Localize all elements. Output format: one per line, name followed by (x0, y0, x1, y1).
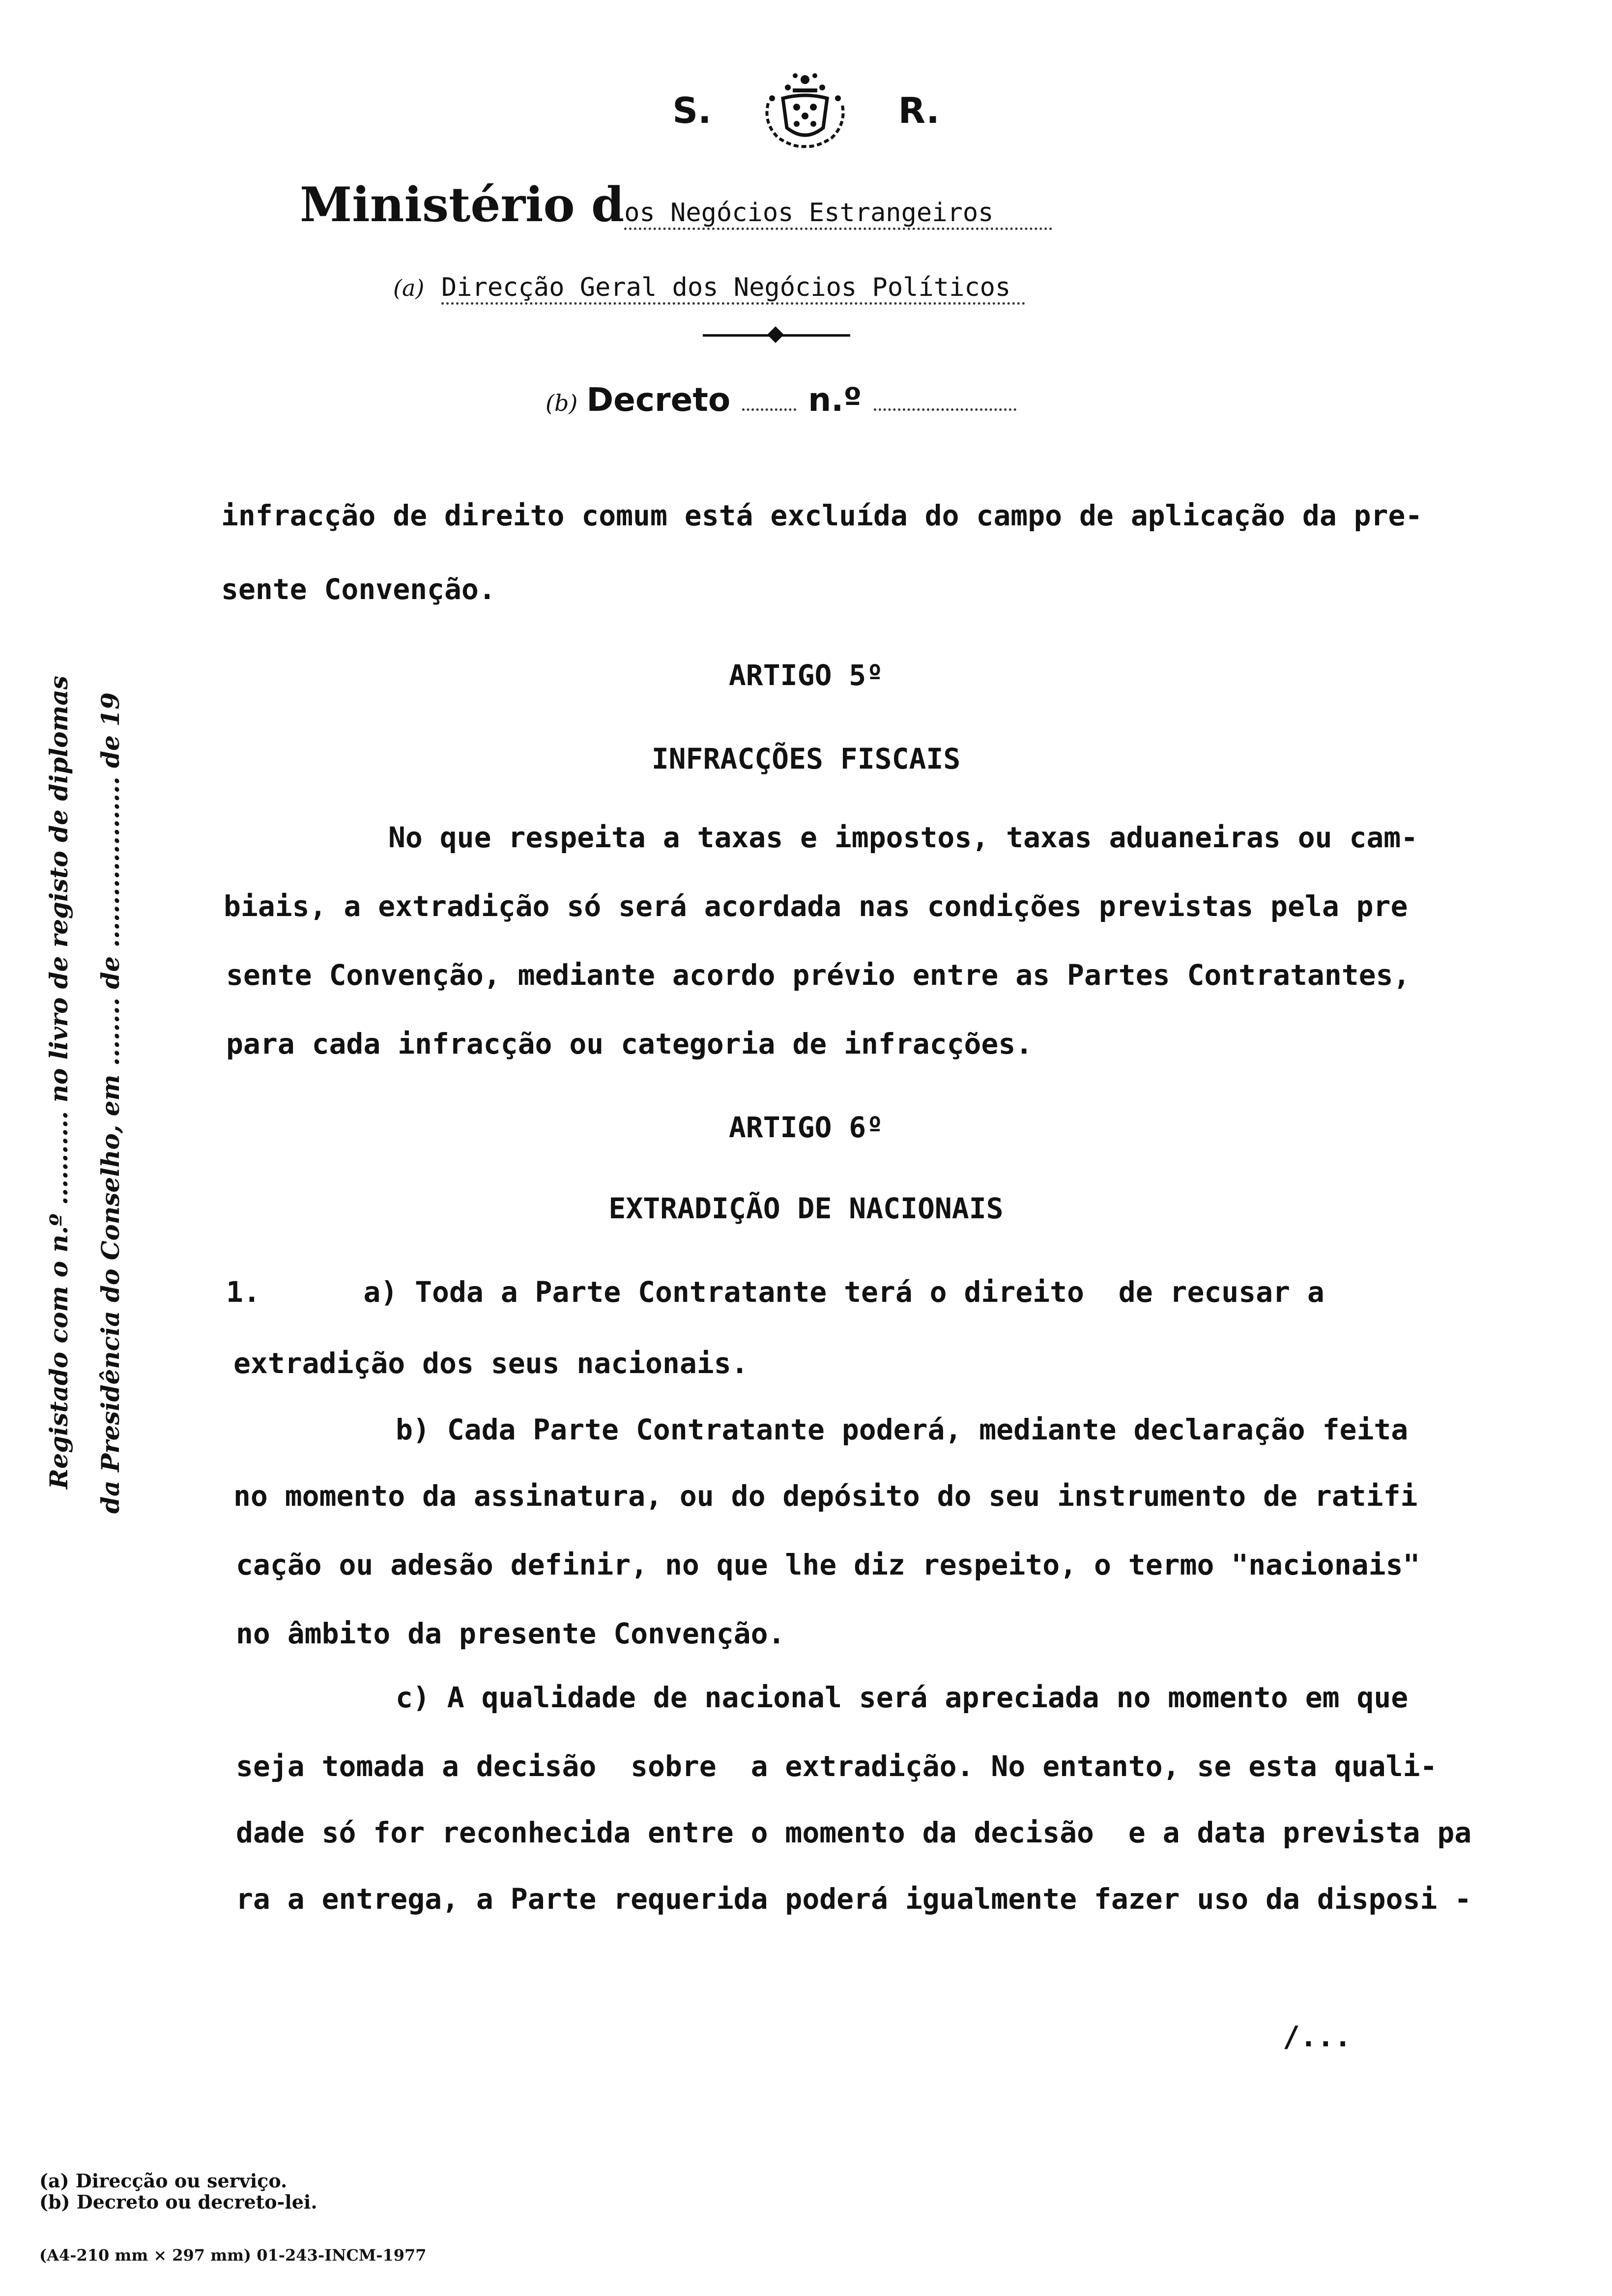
numero-label: n.º (808, 381, 862, 419)
article-5-title: ARTIGO 5º (728, 659, 884, 692)
direccao-line (393, 273, 1025, 302)
ministry-line (300, 177, 1052, 232)
direccao-name: Direcção Geral dos Negócios Políticos (441, 273, 1025, 305)
para-c-line-1: c) A qualidade de nacional será apreciada no momento em que (396, 1681, 1409, 1714)
para-c-line-2: seja tomada a decisão sobre a extradição. No entanto, se esta quali- (236, 1750, 1438, 1783)
s-letter: S. (672, 90, 712, 131)
decreto-line (546, 381, 1016, 419)
footnote-a: (a) Direcção ou serviço. (39, 2170, 288, 2192)
ministry-name: os Negócios Estrangeiros (624, 198, 1052, 230)
print-reference: (A4-210 mm × 297 mm) 01-243-INCM-1977 (39, 2246, 427, 2265)
para-b-line-1: b) Cada Parte Contratante poderá, mediante declaração feita (396, 1413, 1409, 1446)
art5-line-1: No que respeita a taxas e impostos, taxas aduaneiras ou cam- (388, 821, 1418, 854)
registration-line-2: da Presidência do Conselho, em ........ de .................... de 19 (96, 692, 125, 1514)
p1-line-1: infracção de direito comum está excluída do campo de aplicação da pre- (221, 499, 1423, 532)
art5-line-4: para cada infracção ou categoria de infracções. (226, 1027, 1033, 1061)
registration-line-1: Registado com o n.º ........... no livro de registo de diplomas (44, 675, 73, 1489)
r-letter: R. (898, 90, 940, 131)
art5-line-2: biais, a extradição só será acordada nas condições previstas pela pre (224, 890, 1408, 923)
numero-blank (874, 408, 1016, 411)
article-6-title: ARTIGO 6º (728, 1111, 884, 1144)
para-c-line-4: ra a entrega, a Parte requerida poderá igualmente fazer uso da disposi - (236, 1882, 1472, 1916)
coat-of-arms-icon (758, 69, 852, 152)
para-b-line-4: no âmbito da presente Convenção. (236, 1617, 785, 1650)
decreto-tag: (b) (546, 390, 578, 416)
decreto-blank (742, 408, 796, 411)
direccao-tag: (a) (393, 275, 425, 301)
para-a-line-2: extradição dos seus nacionais. (233, 1347, 748, 1380)
p1-line-2: sente Convenção. (221, 573, 496, 606)
registration-margin (20, 590, 125, 1523)
para-b-line-3: cação ou adesão definir, no que lhe diz respeito, o termo "nacionais" (236, 1548, 1420, 1581)
continuation-mark: /... (1283, 2020, 1352, 2053)
footnote-b: (b) Decreto ou decreto-lei. (39, 2191, 317, 2213)
decreto-label: Decreto (586, 381, 731, 419)
para-b-line-2: no momento da assinatura, ou do depósito do seu instrumento de ratifi (233, 1479, 1418, 1513)
para-a-line-1: 1. a) Toda a Parte Contratante terá o direito de recusar a (226, 1275, 1324, 1309)
article-6-heading: EXTRADIÇÃO DE NACIONAIS (608, 1192, 1004, 1225)
art5-line-3: sente Convenção, mediante acordo prévio entre as Partes Contratantes, (226, 958, 1410, 992)
para-c-line-3: dade só for reconhecida entre o momento da decisão e a data prevista pa (236, 1816, 1472, 1849)
divider-diamond-icon (767, 326, 784, 343)
header-sr (0, 69, 1612, 152)
ministry-prefix: Ministério d (300, 177, 625, 232)
article-5-heading: INFRACÇÕES FISCAIS (651, 742, 961, 775)
